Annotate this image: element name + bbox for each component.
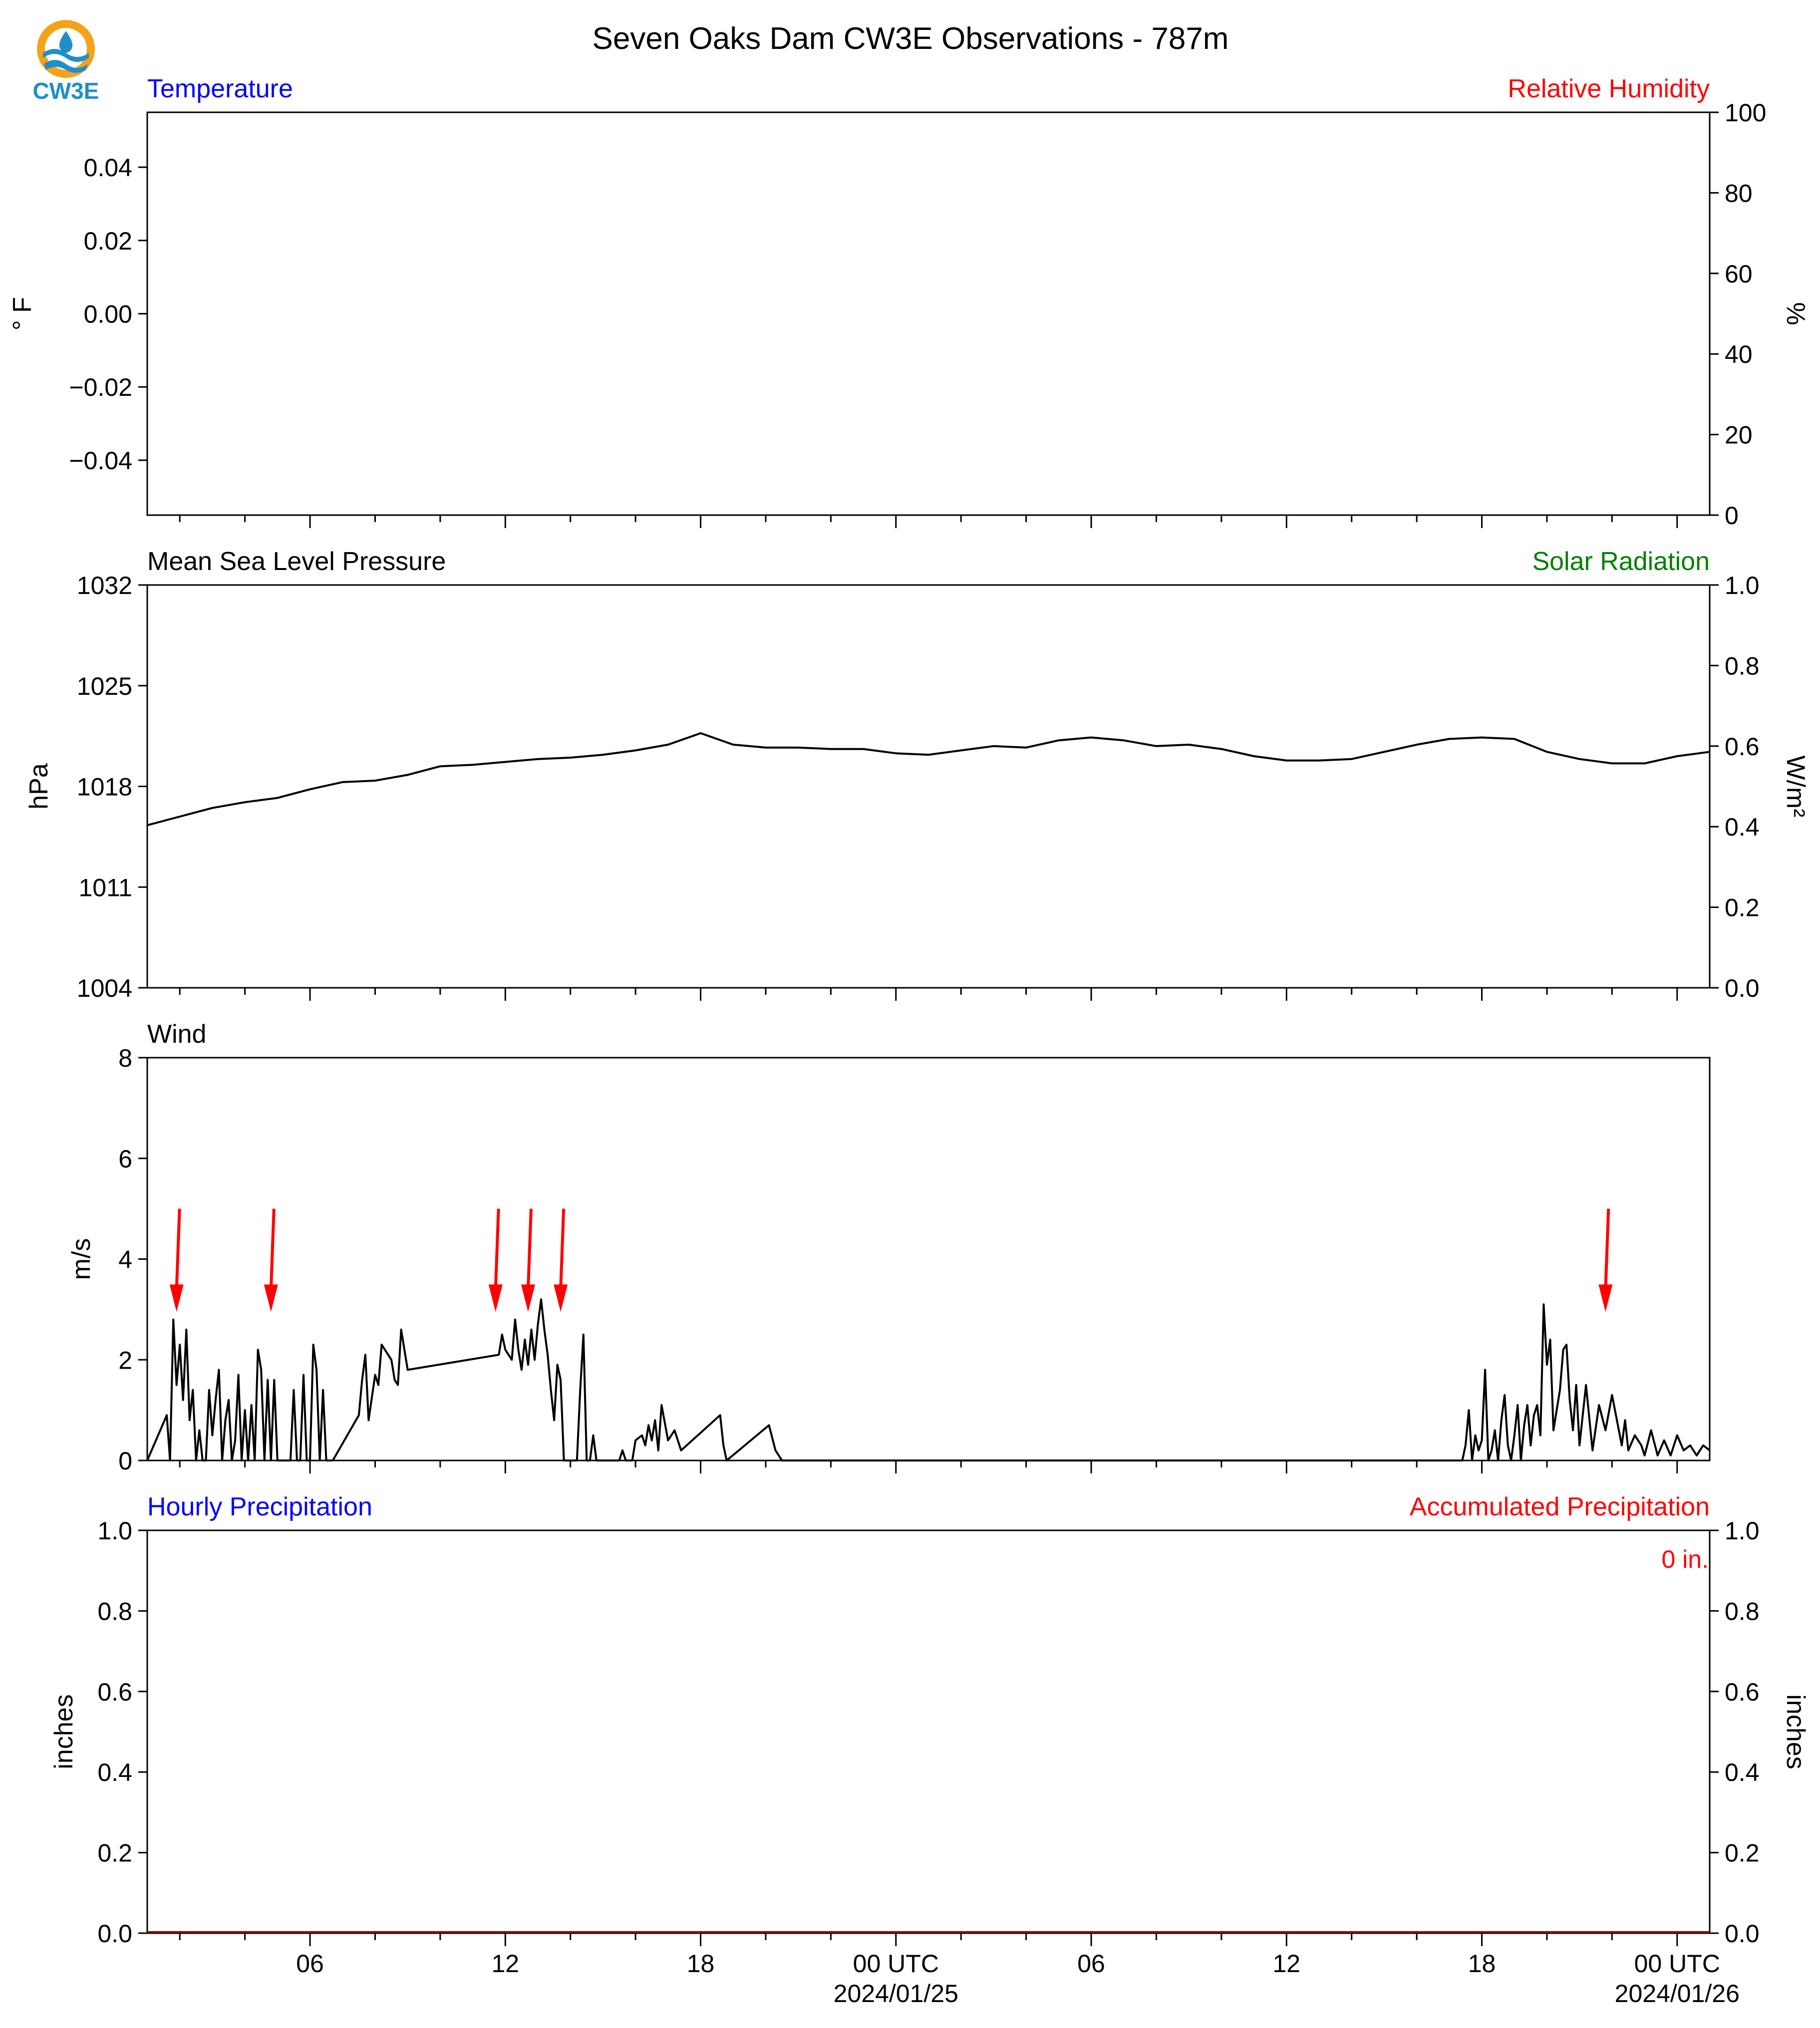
x-tick-label: 12 <box>491 1950 520 1978</box>
y-tick-label-right: 40 <box>1725 340 1753 369</box>
panel-title-left: Temperature <box>147 74 293 103</box>
x-tick-label: 18 <box>1468 1950 1496 1978</box>
y-tick-label-right: 0.4 <box>1725 813 1760 842</box>
y-tick-label-right: 0.2 <box>1725 893 1760 922</box>
y-tick-label-left: 0.04 <box>83 154 132 182</box>
y-tick-label-left: 0.02 <box>83 227 132 255</box>
x-tick-label: 06 <box>1077 1950 1105 1978</box>
y-tick-label-left: 1032 <box>76 572 132 599</box>
arrow-head <box>264 1284 278 1312</box>
panel-pressure_solar <box>24 547 1810 1002</box>
cw3e-logo <box>33 20 99 104</box>
arrow-head <box>489 1284 503 1312</box>
y-tick-label-left: 0.4 <box>97 1758 132 1787</box>
red-arrow-annotation <box>170 1209 184 1312</box>
x-tick-label: 12 <box>1272 1950 1301 1978</box>
y-axis-label-left: hPa <box>24 763 53 810</box>
x-tick-date-label: 2024/01/25 <box>833 1980 958 2008</box>
cw3e-logo-text: CW3E <box>32 78 99 104</box>
red-arrow-annotation <box>521 1209 535 1312</box>
y-tick-label-left: 6 <box>118 1145 132 1173</box>
y-tick-label-left: 0 <box>118 1447 132 1475</box>
y-axis-label-right: inches <box>1781 1694 1810 1769</box>
red-arrow-annotation <box>1598 1209 1612 1312</box>
arrow-head <box>170 1284 184 1312</box>
y-tick-label-right: 100 <box>1725 99 1767 127</box>
red-arrow-annotation <box>489 1209 503 1312</box>
panel-temperature_rh <box>8 74 1810 530</box>
y-tick-label-left: 1018 <box>76 773 132 801</box>
y-tick-label-right: 80 <box>1725 179 1753 208</box>
cw3e-water-drop-logo-icon <box>37 20 95 78</box>
pressure-line <box>147 733 1710 825</box>
arrow-shaft <box>496 1209 499 1290</box>
y-tick-label-left: 1.0 <box>97 1517 132 1545</box>
x-tick-label: 18 <box>686 1950 715 1978</box>
y-tick-label-right: 0.8 <box>1725 1597 1760 1626</box>
panel-title-left: Wind <box>147 1020 207 1049</box>
arrow-shaft <box>271 1209 274 1290</box>
arrow-head <box>554 1284 568 1312</box>
panel-title-right: Accumulated Precipitation <box>1409 1492 1710 1521</box>
y-axis-label-right: % <box>1781 302 1810 325</box>
y-tick-label-right: 0.4 <box>1725 1758 1760 1787</box>
x-tick-label: 00 UTC <box>1634 1950 1720 1978</box>
arrow-head <box>521 1284 535 1312</box>
x-tick-label: 00 UTC <box>853 1950 939 1978</box>
red-arrow-annotation <box>554 1209 568 1312</box>
y-tick-label-left: 0.0 <box>97 1920 132 1948</box>
y-axis-label-left: ° F <box>8 296 37 331</box>
y-tick-label-right: 60 <box>1725 260 1753 288</box>
arrow-shaft <box>177 1209 180 1290</box>
y-axis-label-left: m/s <box>67 1238 96 1280</box>
arrow-shaft <box>1605 1209 1608 1290</box>
y-tick-label-right: 20 <box>1725 421 1753 449</box>
figure-title: Seven Oaks Dam CW3E Observations - 787m <box>592 21 1229 56</box>
y-tick-label-right: 0.0 <box>1725 1920 1760 1948</box>
y-tick-label-left: 2 <box>118 1346 132 1375</box>
y-tick-label-right: 1.0 <box>1725 1517 1760 1545</box>
y-tick-label-right: 0.6 <box>1725 732 1760 761</box>
plot-frame <box>147 112 1710 515</box>
x-tick-date-label: 2024/01/26 <box>1614 1980 1740 2008</box>
y-tick-label-left: 1025 <box>76 672 132 700</box>
red-arrow-annotation <box>264 1209 278 1312</box>
plot-frame <box>147 1530 1710 1933</box>
panel-title-left: Hourly Precipitation <box>147 1492 372 1521</box>
y-tick-label-left: 0.00 <box>83 300 132 328</box>
y-tick-label-left: 4 <box>118 1245 132 1274</box>
x-tick-label: 06 <box>296 1950 324 1978</box>
y-axis-label-right: W/m² <box>1781 755 1810 818</box>
panel-title-left: Mean Sea Level Pressure <box>147 547 446 576</box>
y-tick-label-left: 0.8 <box>97 1597 132 1626</box>
y-tick-label-right: 0.0 <box>1725 974 1760 1002</box>
panel-title-right: Solar Radiation <box>1532 547 1710 576</box>
accumulated-total-label: 0 in. <box>1661 1545 1709 1573</box>
panel-title-right: Relative Humidity <box>1508 74 1710 103</box>
panel-precipitation <box>49 1492 1810 2008</box>
y-tick-label-left: 0.2 <box>97 1839 132 1867</box>
plot-frame <box>147 585 1710 988</box>
y-tick-label-left: −0.02 <box>69 373 132 402</box>
y-tick-label-left: 0.6 <box>97 1678 132 1706</box>
plot-frame <box>147 1058 1710 1460</box>
y-tick-label-right: 0.8 <box>1725 652 1760 680</box>
arrow-head <box>1598 1284 1612 1312</box>
y-axis-label-left: inches <box>49 1694 78 1769</box>
y-tick-label-left: −0.04 <box>69 446 132 475</box>
panel-wind <box>67 1020 1710 1475</box>
y-tick-label-left: 8 <box>118 1044 132 1072</box>
arrow-shaft <box>528 1209 531 1290</box>
wind-speed-line <box>147 1299 1710 1460</box>
y-tick-label-right: 0.2 <box>1725 1839 1760 1867</box>
y-tick-label-right: 0.6 <box>1725 1678 1760 1706</box>
y-tick-label-left: 1011 <box>78 873 132 902</box>
y-tick-label-left: 1004 <box>76 974 132 1002</box>
y-tick-label-right: 1.0 <box>1725 572 1760 599</box>
y-tick-label-right: 0 <box>1725 502 1739 530</box>
arrow-shaft <box>561 1209 564 1290</box>
